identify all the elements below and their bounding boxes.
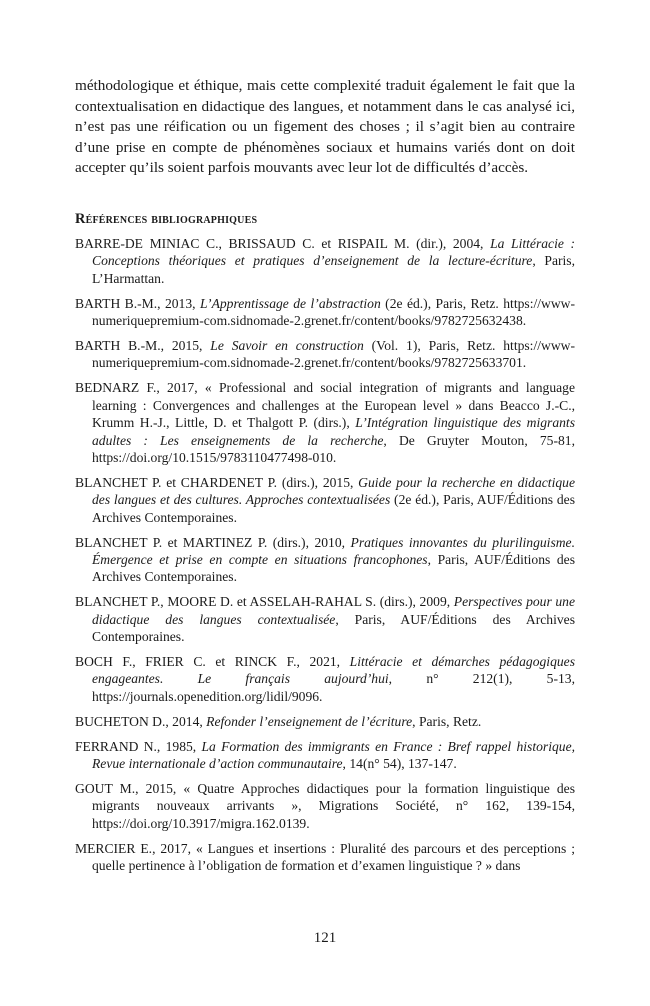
reference-title: Pratiques innovantes du plurilinguisme. Émergence et prise en compte en situations francophones (92, 534, 575, 567)
reference-authors-text: BARTH B.-M., 2013, (75, 295, 200, 311)
reference-publication-text: , n° 212(1), 5-13, https://journals.openedition.org/lidil/9096. (92, 671, 575, 704)
reference-publication-text: , Paris, L’Harmattan. (92, 253, 575, 286)
reference-authors-text: MERCIER E., 2017, « Langues et insertions : Pluralité des parcours et des perceptions ; quelle pertinence à l’obligation de formation et d’examen linguistique ? » dans (75, 840, 575, 874)
reference-entry (75, 653, 575, 705)
reference-entry (75, 379, 575, 466)
page-body (75, 76, 575, 882)
references-heading: Références bibliographiques (75, 210, 258, 227)
reference-authors-text: BEDNARZ F., 2017, « Professional and social integration of migrants and language learning : Convergences and challenges at the European level » dans Beacco J.-C., Krumm H.-J., Little, D. et Thalgott P. (dirs.), (75, 380, 575, 431)
reference-authors-text: BARRE-DE MINIAC C., BRISSAUD C. et RISPAIL M. (dir.), 2004, (75, 235, 491, 251)
reference-authors-text: BLANCHET P. et CHARDENET P. (dirs.), 2015, (75, 474, 359, 490)
reference-title: Le Savoir en construction (210, 338, 364, 353)
reference-publication-text: , Paris, AUF/Éditions des Archives Contemporaines. (92, 611, 575, 645)
reference-entry (75, 295, 575, 330)
reference-title: La Littéracie : Conceptions théoriques et pratiques d’enseignement de la lecture-écriture (92, 235, 575, 269)
reference-publication-text: , Paris, AUF/Éditions des Archives Contemporaines. (92, 551, 575, 585)
reference-title: Refonder l’enseignement de l’écriture (206, 713, 413, 729)
reference-title: L’Apprentissage de l’abstraction (199, 295, 381, 311)
reference-entry (75, 474, 575, 526)
reference-title: L’Intégration linguistique des migrants adultes : Les enseignements de la recherche (92, 415, 575, 448)
reference-title: Perspectives pour une didactique des langues contextualisée (92, 594, 575, 627)
reference-entry (75, 840, 575, 875)
reference-title: Littéracie et démarches pédagogiques engageantes. Le français aujourd’hui (92, 654, 575, 687)
intro-paragraph: méthodologique et éthique, mais cette complexité traduit également le fait que la contextualisation en didactique des langues, et notamment dans le cas analysé ici, n’est pas une réification ou un figement des choses ; il s’agit bien au contraire d’une prise en compte de phénomènes sociaux et humains variés dont on doit accepter qu’ils soient parfois mouvants avec leur lot de difficultés d’accès. (75, 77, 575, 177)
reference-title: Guide pour la recherche en didactique des langues et des cultures. Approches contextualisées (92, 474, 575, 508)
reference-title: La Formation des immigrants en France : Bref rappel historique, Revue internationale d’action communautaire (92, 738, 576, 772)
reference-authors-text: BUCHETON D., 2014, (75, 713, 207, 729)
reference-publication-text: (2e éd.), Paris, AUF/Éditions des Archives Contemporaines. (92, 492, 575, 525)
reference-authors-text: BOCH F., FRIER C. et RINCK F., 2021, (75, 654, 350, 669)
reference-entry (75, 738, 575, 773)
reference-entry (75, 534, 575, 586)
page-number: 121 (313, 930, 337, 946)
reference-entry (75, 593, 575, 645)
reference-entry (75, 780, 575, 832)
reference-publication-text: (Vol. 1), Paris, Retz. https://www-numeriquepremium-com.sidnomade-2.grenet.fr/content/books/9782725633701. (92, 338, 575, 371)
reference-publication-text: , Paris, Retz. (412, 713, 482, 729)
reference-authors-text: GOUT M., 2015, « Quatre Approches didactiques pour la formation linguistique des migrants nouveaux arrivants », Migrations Société, n° 162, 139-154, https://doi.org/10.3917/migra.162.0139. (75, 780, 575, 831)
reference-list (75, 235, 575, 875)
reference-authors-text: FERRAND N., 1985, (75, 738, 202, 754)
reference-publication-text: (2e éd.), Paris, Retz. https://www-numeriquepremium-com.sidnomade-2.grenet.fr/content/books/9782725632438. (92, 295, 575, 329)
reference-publication-text: , 14(n° 54), 137-147. (342, 756, 457, 772)
reference-publication-text: , De Gruyter Mouton, 75-81, https://doi.org/10.1515/9783110477498-010. (92, 432, 575, 465)
reference-authors-text: BARTH B.-M., 2015, (75, 338, 211, 353)
reference-entry (75, 713, 575, 730)
reference-entry (75, 337, 575, 372)
reference-entry (75, 235, 575, 287)
reference-authors-text: BLANCHET P., MOORE D. et ASSELAH-RAHAL S. (dirs.), 2009, (75, 594, 454, 610)
reference-authors-text: BLANCHET P. et MARTINEZ P. (dirs.), 2010, (75, 534, 351, 550)
